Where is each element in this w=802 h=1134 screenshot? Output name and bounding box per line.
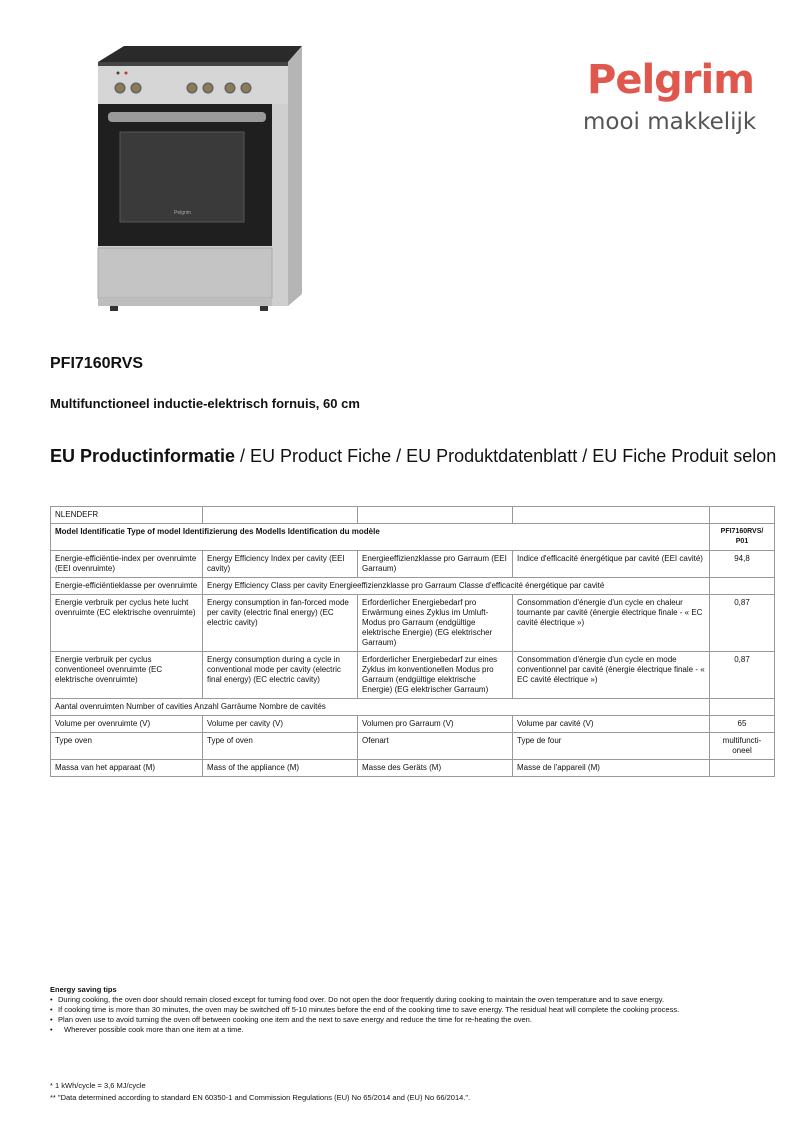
cooker-illustration [92,22,308,334]
lang-header: NLENDEFR [51,507,203,524]
cell-en: Energy consumption in fan-forced mode per cavity (electric final energy) (EC electric cavity) [203,595,358,652]
cell-value: 0,87 [710,595,775,652]
list-item: • During cooking, the oven door should remain closed except for turning food over. Do not open the door frequently during cooking to maintain the oven temperature and to save energy. [50,995,665,1004]
cell-de: Masse des Geräts (M) [358,760,513,777]
table-row [51,699,775,716]
product-image [92,22,308,334]
bullet-icon: • [50,1025,53,1034]
tips-list [50,995,710,1034]
cell-nl: Energie verbruik per cyclus conventioneel ovenruimte (EC elektrische ovenruimte) [51,652,203,699]
cell-nl: Massa van het apparaat (M) [51,760,203,777]
product-fiche-table [50,506,775,777]
fiche-heading-rest: / EU Product Fiche / EU Produktdatenblatt / EU Fiche Produit selon [235,446,777,466]
cell-de: Volumen pro Garraum (V) [358,716,513,733]
cell-value: multifuncti-oneel [710,733,775,760]
table-row [51,595,775,652]
product-description: Multifunctioneel inductie-elektrisch fornuis, 60 cm [50,396,360,411]
cell-value: 94,8 [710,551,775,578]
cell-nl: Energie verbruik per cyclus hete lucht ovenruimte (EC elektrische ovenruimte) [51,595,203,652]
bullet-icon: • [50,1005,53,1014]
cell-de: Erforderlicher Energiebedarf pro Erwärmung eines Zyklus im Umluft-Modus pro Garraum (endgültige elektrische Energie) (EG elektrischer Garraum) [358,595,513,652]
cell-en: Energy Efficiency Index per cavity (EEI cavity) [203,551,358,578]
model-number: PFI7160RVS [50,355,144,372]
footnote-1: * 1 kWh/cycle = 3,6 MJ/cycle [50,1081,146,1090]
cell-fr: Volume par cavité (V) [513,716,710,733]
tips-title: Energy saving tips [50,985,117,994]
table-row [51,760,775,777]
cell-value [710,699,775,716]
cavities-label: Aantal ovenruimten Number of cavities Anzahl Garräume Nombre de cavités [51,699,710,716]
bullet-icon: • [50,995,53,1004]
cell-multi: Energy Efficiency Class per cavity Energieeffizienzklasse pro Garraum Classe d'efficacité énergétique par cavité [203,578,710,595]
cell-de: Ofenart [358,733,513,760]
list-item: • If cooking time is more than 30 minutes, the oven may be switched off 5-10 minutes before the end of the cooking time to save energy. The residual heat will complete the cooking process. [50,1005,680,1014]
table-row [51,578,775,595]
cell-de: Energieeffizienzklasse pro Garraum (EEI Garraum) [358,551,513,578]
cell-value: 0,87 [710,652,775,699]
energy-saving-tips [50,985,710,1035]
footnote-2: ** "Data determined according to standard EN 60350-1 and Commission Regulations (EU) No 65/2014 and (EU) No 66/2014.". [50,1093,471,1102]
cell-en: Mass of the appliance (M) [203,760,358,777]
cell-fr: Consommation d'énergie d'un cycle en mode conventionnel par cavité (énergie électrique finale - « EC cavité électrique ») [513,652,710,699]
cell-de: Erforderlicher Energiebedarf zur eines Zyklus im konventionellen Modus pro Garraum (endgültige elektrische Energie) (EG elektrischer Garraum) [358,652,513,699]
table-row [51,551,775,578]
fiche-heading-bold: EU Productinformatie [50,446,236,466]
cell-value: 65 [710,716,775,733]
cell-nl: Energie-efficiëntie-index per ovenruimte (EEI ovenruimte) [51,551,203,578]
cell-en: Type of oven [203,733,358,760]
cell-fr: Masse de l'appareil (M) [513,760,710,777]
table-row [51,507,775,524]
cell-value [710,578,775,595]
table-row [51,524,775,551]
list-item: • Plan oven use to avoid turning the oven off between cooking one item and the next to save energy and reduce the time for re-heating the oven. [50,1015,532,1024]
bullet-icon: • [50,1015,53,1024]
cell-nl: Type oven [51,733,203,760]
cell-fr: Indice d'efficacité énergétique par cavité (EEI cavité) [513,551,710,578]
model-row-value: PFI7160RVS/ P01 [710,524,775,551]
table-row [51,716,775,733]
model-row-label: Model Identificatie Type of model Identifizierung des Modells Identification du modèle [51,524,710,551]
cell-fr: Consommation d'énergie d'un cycle en chaleur tournante par cavité (énergie électrique finale - « EC cavité électrique ») [513,595,710,652]
table-row [51,652,775,699]
cell-fr: Type de four [513,733,710,760]
cell-value [710,760,775,777]
cell-en: Volume per cavity (V) [203,716,358,733]
cell-en: Energy consumption during a cycle in conventional mode per cavity (electric final energy) (EC electric cavity) [203,652,358,699]
list-item: • Wherever possible cook more than one item at a time. [50,1025,244,1034]
brand-logo [583,58,763,148]
fiche-heading [50,446,776,467]
table-row [51,733,775,760]
brand-tagline: mooi makkelijk [583,109,757,135]
cell-nl: Energie-efficiëntieklasse per ovenruimte [51,578,203,595]
footnotes [50,1080,470,1104]
cell-nl: Volume per ovenruimte (V) [51,716,203,733]
oven-badge: Pelgrim [174,210,191,216]
brand-name: Pelgrim [587,57,754,103]
